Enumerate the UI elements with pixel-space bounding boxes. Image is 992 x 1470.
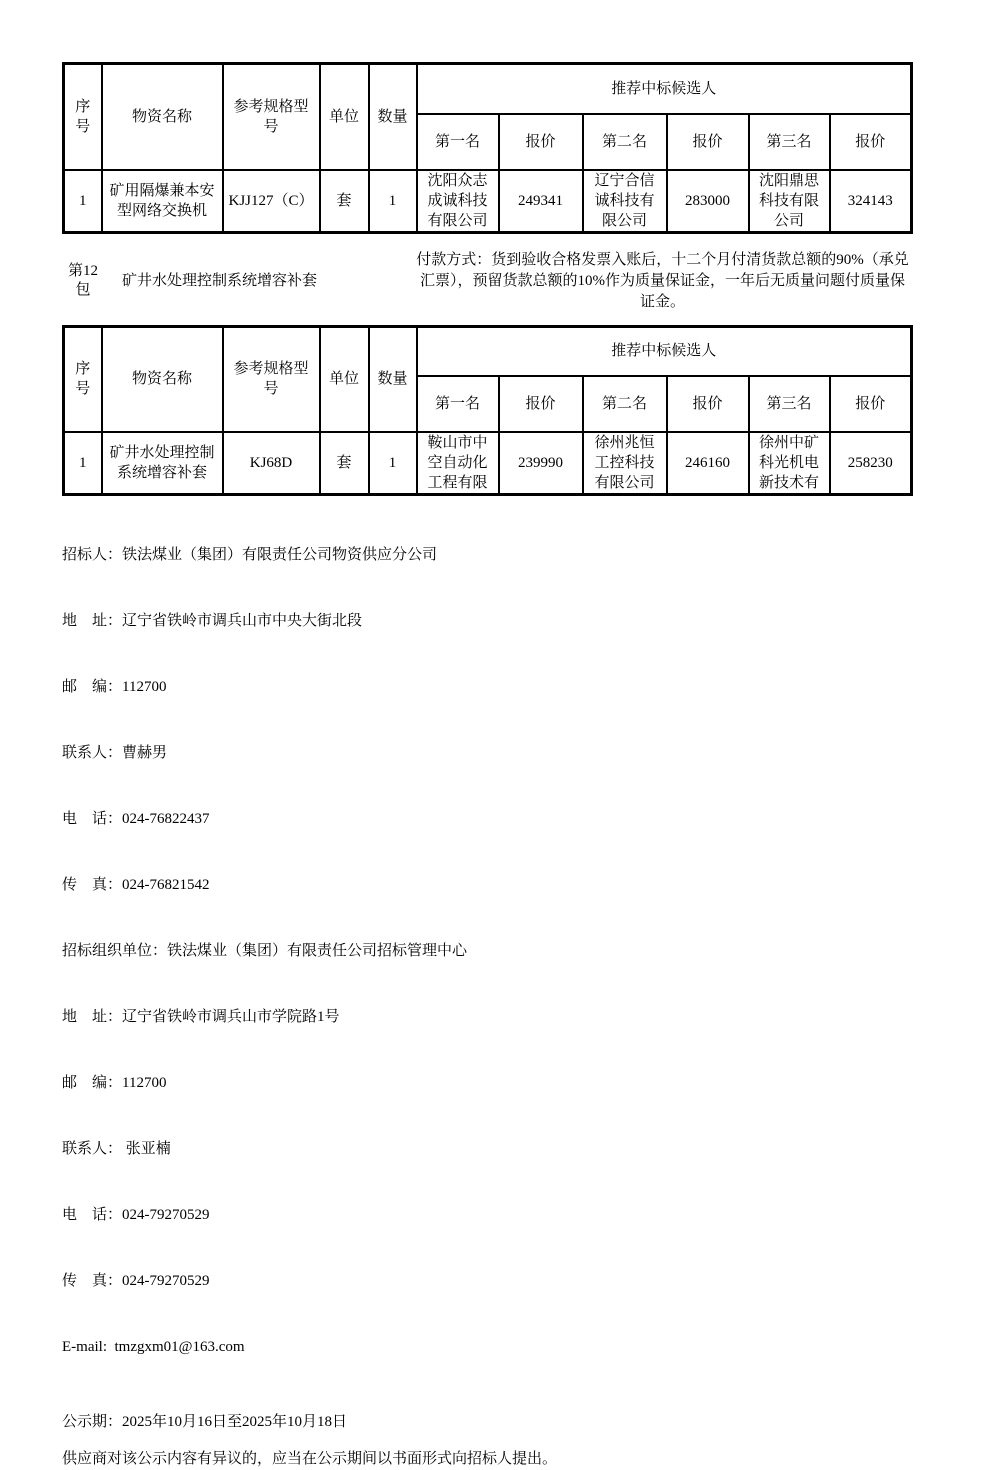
cell-first-candidate-text: 沈阳众志成诚科技有限公司 — [427, 172, 488, 229]
organizer-fax: 传 真：024-79270529 — [62, 1273, 210, 1289]
cell-qty: 1 — [369, 170, 417, 233]
header-price: 报价 — [830, 114, 912, 170]
header-spec: 参考规格型号 — [223, 326, 320, 432]
header-second: 第二名 — [583, 114, 667, 170]
organizer-name: 招标组织单位：铁法煤业（集团）有限责任公司招标管理中心 — [62, 943, 468, 959]
cell-material — [102, 432, 223, 495]
cell-spec: KJJ127（C） — [223, 170, 320, 233]
tenderer-contact-person: 联系人：曹赫男 — [62, 745, 168, 761]
organizer-postcode: 邮 编：112700 — [62, 1075, 167, 1091]
package12-header — [62, 250, 911, 313]
cell-second-candidate-text: 徐州兆恒工控科技有限公司 — [594, 435, 655, 491]
cell-first-price: 249341 — [499, 170, 583, 233]
payment-terms: 付款方式：货到验收合格发票入账后，十二个月付清货款总额的90%（承兑汇票），预留货款总额的10%作为质量保证金，一年后无质量问题付质量保证金。 — [416, 251, 909, 310]
header-price: 报价 — [830, 376, 912, 432]
organizer-address: 地 址：辽宁省铁岭市调兵山市学院路1号 — [62, 1009, 340, 1025]
package-number: 第12包 — [67, 263, 98, 298]
table-row — [64, 170, 912, 233]
cell-seq: 1 — [64, 432, 102, 495]
header-third: 第三名 — [749, 114, 830, 170]
cell-spec: KJ68D — [223, 432, 320, 495]
cell-third-candidate — [749, 432, 830, 495]
cell-second-candidate — [583, 170, 667, 233]
cell-material-text: 矿井水处理控制系统增容补套 — [109, 445, 215, 481]
header-seq: 序号 — [64, 64, 102, 170]
cell-unit: 套 — [320, 170, 369, 233]
cell-second-candidate-text: 辽宁合信诚科技有限公司 — [594, 172, 655, 229]
header-qty: 数量 — [369, 326, 417, 432]
cell-seq: 1 — [64, 170, 102, 233]
cell-first-candidate — [417, 170, 499, 233]
cell-first-price: 239990 — [499, 432, 583, 495]
header-first: 第一名 — [417, 114, 499, 170]
header-unit: 单位 — [320, 64, 369, 170]
header-price: 报价 — [499, 376, 583, 432]
header-third: 第三名 — [749, 376, 830, 432]
cell-unit: 套 — [320, 432, 369, 495]
organizer-contact-person: 联系人： 张亚楠 — [62, 1141, 171, 1157]
tenderer-postcode: 邮 编：112700 — [62, 679, 167, 695]
cell-third-candidate-text: 徐州中矿科光机电新技术有 — [758, 435, 819, 491]
tenderer-fax: 传 真：024-76821542 — [62, 877, 210, 893]
package12-table — [62, 325, 913, 497]
tenderer-name: 招标人：铁法煤业（集团）有限责任公司物资供应分公司 — [62, 547, 438, 563]
cell-second-price: 246160 — [667, 432, 749, 495]
header-candidates: 推荐中标候选人 — [417, 64, 912, 114]
header-second: 第二名 — [583, 376, 667, 432]
cell-second-candidate — [583, 432, 667, 495]
contact-info — [62, 500, 911, 1402]
header-candidates: 推荐中标候选人 — [417, 326, 912, 376]
header-unit: 单位 — [320, 326, 369, 432]
cell-first-candidate — [417, 432, 499, 495]
cell-qty: 1 — [369, 432, 417, 495]
cell-third-candidate-text: 沈阳鼎思科技有限公司 — [758, 172, 819, 229]
tenderer-address: 地 址：辽宁省铁岭市调兵山市中央大街北段 — [62, 613, 363, 629]
cell-third-price: 258230 — [830, 432, 912, 495]
cell-material-text: 矿用隔爆兼本安型网络交换机 — [109, 182, 215, 219]
cell-second-price: 283000 — [667, 170, 749, 233]
objection-note: 供应商对该公示内容有异议的，应当在公示期间以书面形式向招标人提出。 — [62, 1451, 558, 1467]
header-spec: 参考规格型号 — [223, 64, 320, 170]
cell-first-candidate-text: 鞍山市中空自动化工程有限 — [427, 435, 488, 491]
package11-table — [62, 62, 913, 234]
header-seq: 序号 — [64, 326, 102, 432]
header-material: 物资名称 — [102, 326, 223, 432]
organizer-email: E-mail: tmzgxm01@163.com — [62, 1339, 245, 1355]
cell-third-price: 324143 — [830, 170, 912, 233]
package-name: 矿井水处理控制系统增容补套 — [122, 272, 318, 289]
cell-third-candidate — [749, 170, 830, 233]
header-price: 报价 — [667, 114, 749, 170]
header-price: 报价 — [499, 114, 583, 170]
header-price: 报价 — [667, 376, 749, 432]
header-material: 物资名称 — [102, 64, 223, 170]
tenderer-phone: 电 话：024-76822437 — [62, 811, 210, 827]
header-qty: 数量 — [369, 64, 417, 170]
cell-material — [102, 170, 223, 233]
header-first: 第一名 — [417, 376, 499, 432]
publicity-period: 公示期：2025年10月16日至2025年10月18日 — [62, 1414, 348, 1430]
organizer-phone: 电 话：024-79270529 — [62, 1207, 210, 1223]
table-row — [64, 432, 912, 495]
